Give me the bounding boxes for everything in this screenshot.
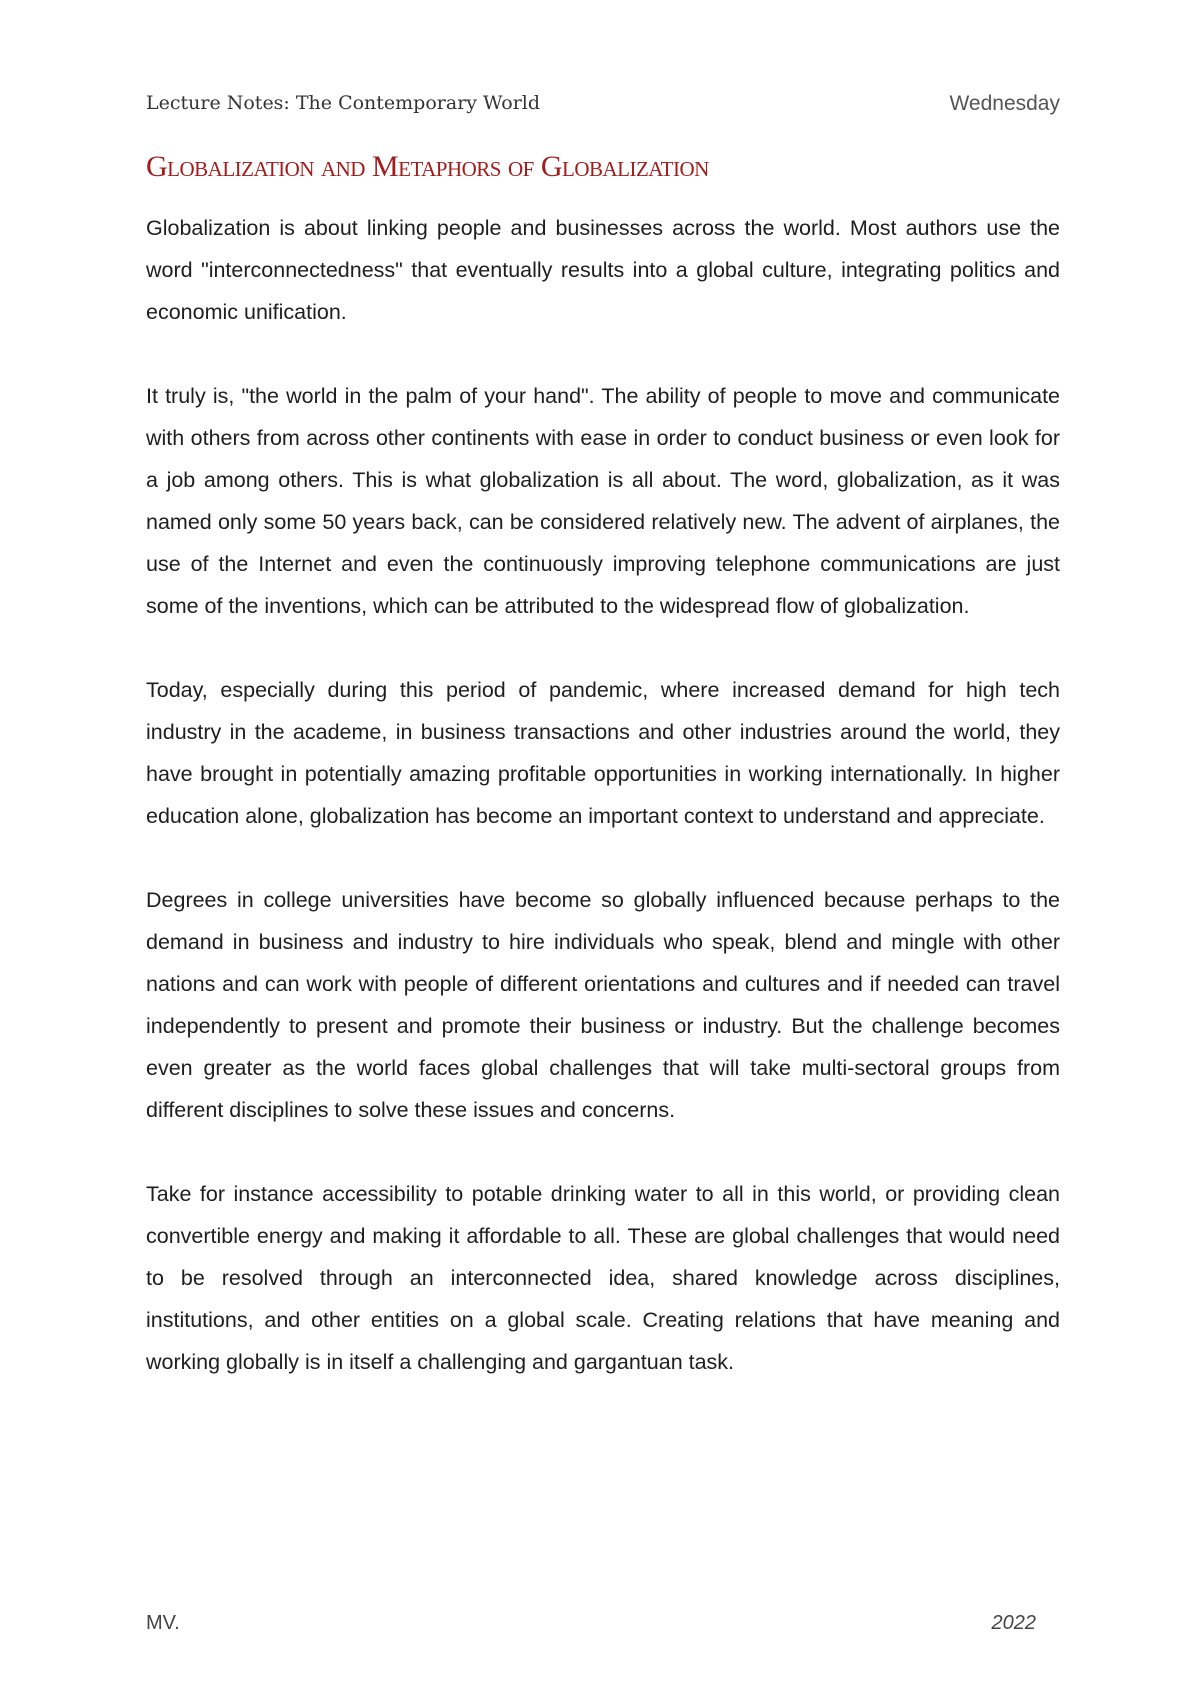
body-text bbox=[146, 207, 1060, 1425]
footer-year: 2022 bbox=[991, 1612, 1036, 1634]
paragraph: Take for instance accessibility to potable drinking water to all in this world, or providing clean convertible energy and making it affordable to all. These are global challenges that would need to be resolved through an interconnected idea, shared knowledge across disciplines, institutions, and other entities on a global scale. Creating relations that have meaning and working globally is in itself a challenging and gargantuan task. bbox=[146, 1182, 1060, 1374]
paragraph: It truly is, "the world in the palm of your hand". The ability of people to move and communicate with others from across other continents with ease in order to conduct business or even look for a job among others. This is what globalization is all about. The word, globalization, as it was named only some 50 years back, can be considered relatively new. The advent of airplanes, the use of the Internet and even the continuously improving telephone communications are just some of the inventions, which can be attributed to the widespread flow of globalization. bbox=[146, 384, 1060, 618]
paragraph: Globalization is about linking people and businesses across the world. Most authors use the word "interconnectedness" that eventually results into a global culture, integrating politics and economic unification. bbox=[146, 216, 1060, 324]
paragraph: Today, especially during this period of pandemic, where increased demand for high tech industry in the academe, in business transactions and other industries around the world, they have brought in potentially amazing profitable opportunities in working internationally. In higher education alone, globalization has become an important context to understand and appreciate. bbox=[146, 678, 1060, 828]
header-day: Wednesday bbox=[949, 92, 1060, 115]
header-course-title: Lecture Notes: The Contemporary World bbox=[146, 92, 541, 114]
paragraph: Degrees in college universities have become so globally influenced because perhaps to the demand in business and industry to hire individuals who speak, blend and mingle with other nations and can work with people of different orientations and cultures and if needed can travel independently to present and promote their business or industry. But the challenge becomes even greater as the world faces global challenges that will take multi-sectoral groups from different disciplines to solve these issues and concerns. bbox=[146, 888, 1060, 1122]
page-title: Globalization and Metaphors of Globalization bbox=[146, 150, 709, 183]
page-footer bbox=[146, 1612, 1036, 1642]
page-header bbox=[146, 92, 1060, 126]
footer-author: MV. bbox=[146, 1612, 180, 1634]
